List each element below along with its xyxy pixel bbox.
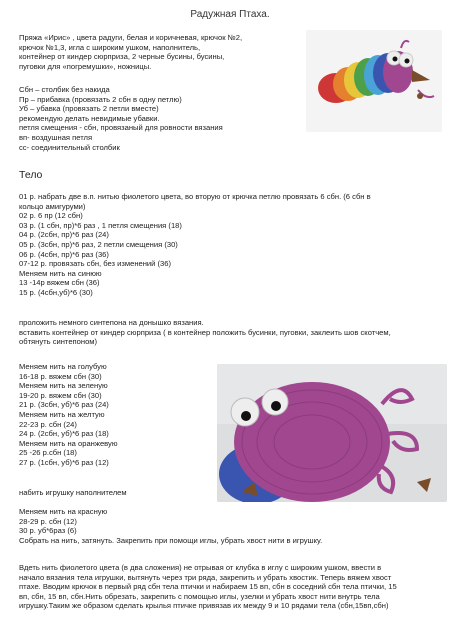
instruction-row: 07-12 р. провязать сбн, без изменений (36)	[19, 259, 172, 269]
instruction-row: 19-20 р. вяжем сбн (30)	[19, 390, 102, 400]
instruction-row: 06 р. (4сбн, пр)*6 раз (36)	[19, 249, 109, 259]
instruction-row: обтянуть синтепоном)	[19, 337, 98, 347]
instruction-row: Меняем нить на желтую	[19, 409, 105, 419]
instruction-row: Меняем нить на красную	[19, 507, 108, 516]
legend-line: петля смещения - сбн, провязаный для ровности вязания	[19, 123, 223, 133]
body-instructions	[19, 192, 449, 298]
paragraph-line: начало вязания тела игрушки, вытянуть через три ряда, закрепить и убрать хвостик. Теперь вяжем хвост	[19, 572, 392, 582]
materials-list	[19, 33, 242, 71]
instruction-row: 27 р. (1сбн, уб)*6 раз (12)	[19, 457, 109, 467]
instruction-row: 13 -14р вяжем сбн (36)	[19, 278, 100, 288]
materials-line: контейнер от киндер сюрприза, 2 черные бусины, бусины,	[19, 52, 225, 62]
tail-instructions	[19, 563, 449, 611]
crochet-purple-bird-photo	[217, 364, 447, 502]
legend-line: рекомендую делать невидимые убавки.	[19, 113, 160, 123]
legend-line: сс- соединительный столбик	[19, 142, 120, 152]
legend-line: Сбн – столбик без накида	[19, 85, 110, 94]
instruction-row: Меняем нить на оранжевую	[19, 438, 118, 448]
materials-line: Пряжа «Ирис» , цвета радуги, белая и коричневая, крючок №2,	[19, 33, 243, 42]
crochet-rainbow-bird-photo	[306, 30, 442, 132]
paragraph-line: игрушку.Таким же образом сделать крылья птичке привязав их между 9 и 10 рядами тела (сбн,15вп,сбн)	[19, 601, 389, 611]
legend-line: Уб – убавка (провязать 2 петли вместе)	[19, 104, 159, 114]
instruction-row: Меняем нить на голубую	[19, 362, 107, 371]
instruction-row: 30 р. уб*6раз (6)	[19, 526, 77, 536]
legend-line: Пр – прибавка (провязать 2 сбн в одну петлю)	[19, 94, 182, 104]
instruction-row: 05 р. (3сбн, пр)*6 раз, 2 петли смещения (30)	[19, 239, 178, 249]
materials-line: пуговки для «погремушки», ножницы.	[19, 61, 152, 71]
instruction-row: 02 р. 6 пр (12 сбн)	[19, 211, 83, 221]
instruction-row: 03 р. (1 сбн, пр)*6 раз , 1 петля смещения (18)	[19, 220, 182, 230]
stuffing-instruction: набить игрушку наполнителем	[19, 488, 127, 497]
instruction-row: Меняем нить на синюю	[19, 268, 102, 278]
color-change-instructions	[19, 362, 118, 468]
instruction-row: кольцо амигуруми)	[19, 201, 86, 211]
instruction-row: 22-23 р. сбн (24)	[19, 419, 77, 429]
instruction-row: 04 р. (2сбн, пр)*6 раз (24)	[19, 230, 109, 240]
abbreviation-legend	[19, 85, 223, 152]
instruction-row: 28-29 р. сбн (12)	[19, 516, 77, 526]
filler-instructions	[19, 318, 449, 347]
instruction-row: 24 р. (2сбн, уб)*6 раз (18)	[19, 429, 109, 439]
paragraph-line: птахе. Вводим крючок в первый ряд сбн тела птички и набираем 15 вп, сбн в соседний сбн тела птички, 15	[19, 582, 397, 592]
instruction-row: 01 р. набрать две в.п. нитью фиолетого цвета, во вторую от крючка петлю провязать 6 сбн. (6 сбн в	[19, 192, 371, 201]
instruction-row: Меняем нить на зеленую	[19, 381, 108, 391]
page-title: Радужная Птаха.	[190, 9, 270, 20]
red-instructions	[19, 507, 449, 545]
materials-line: крючок №1,3, игла с широким ушком, наполнитель,	[19, 42, 201, 52]
instruction-row: 21 р. (3сбн, уб)*6 раз (24)	[19, 400, 109, 410]
instruction-row: 15 р. (4сбн,уб)*6 (30)	[19, 287, 93, 297]
instruction-row: Собрать на нить, затянуть. Закрепить при помощи иглы, убрать хвост нити в игрушку.	[19, 535, 323, 545]
instruction-row: проложить немного синтепона на донышко вязания.	[19, 318, 204, 327]
instruction-row: 16-18 р. вяжем сбн (30)	[19, 371, 102, 381]
instruction-row: 25 -26 р.сбн (18)	[19, 448, 77, 458]
legend-line: вп- воздушная петля	[19, 132, 93, 142]
section-title-body: Тело	[19, 169, 43, 181]
instruction-row: вставить контейнер от киндер сюрприза ( в контейнер положить бусинки, пуговки, заклеить шов скотчем,	[19, 327, 391, 337]
paragraph-line: Вдеть нить фиолетого цвета (в два сложения) не отрывая от клубка в иглу с широким ушком, ввести в	[19, 563, 382, 572]
paragraph-line: вп, сбн, 15 вп, сбн.Нить обрезать, закрепить с помощью иглы, узелки и убрать хвост нити внутрь тела	[19, 591, 380, 601]
